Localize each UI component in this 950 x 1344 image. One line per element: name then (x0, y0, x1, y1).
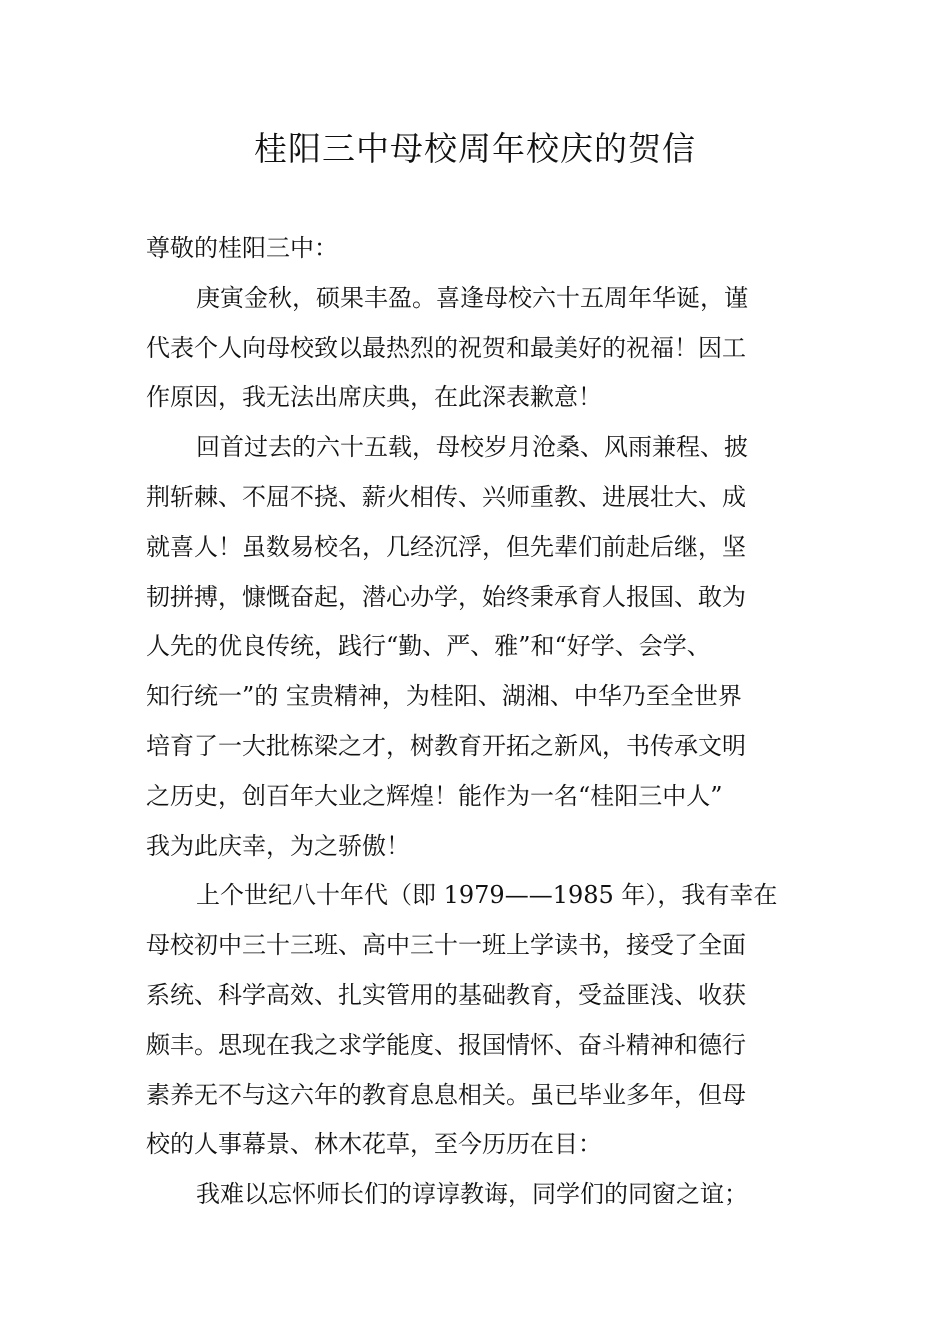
text-line: 尊敬的桂阳三中： (146, 234, 338, 262)
text-line: 我难以忘怀师长们的谆谆教诲，同学们的同窗之谊； (196, 1180, 748, 1209)
text-line: 培育了一大批栋梁之才，树教育开拓之新风，书传承文明 (146, 731, 746, 760)
text-line: 作原因，我无法出席庆典，在此深表歉意！ (146, 383, 602, 412)
text-line: 回首过去的六十五载，母校岁月沧桑、风雨兼程、披 (196, 433, 748, 462)
document-title: 桂阳三中母校周年校庆的贺信 (254, 129, 696, 168)
text-line: 知行统一”的 宝贵精神，为桂阳、湖湘、中华乃至全世界 (146, 682, 742, 711)
text-line: 系统、科学高效、扎实管用的基础教育，受益匪浅、收获 (146, 980, 746, 1009)
text-line: 庚寅金秋，硕果丰盈。喜逢母校六十五周年华诞，谨 (196, 283, 748, 312)
text-line: 颇丰。思现在我之求学能度、报国情怀、奋斗精神和德行 (146, 1030, 746, 1059)
document-body (146, 224, 811, 1220)
text-line: 素养无不与这六年的教育息息相关。虽已毕业多年，但母 (146, 1080, 746, 1109)
text-line: 人先的优良传统，践行“勤、严、雅”和“好学、会学、 (146, 632, 711, 661)
text-line: 校的人事幕景、林木花草，至今历历在目： (146, 1130, 602, 1159)
text-line: 之历史，创百年大业之辉煌！能作为一名“桂阳三中人” (146, 781, 723, 810)
text-line: 韧拼搏，慷慨奋起，潜心办学，始终秉承育人报国、敢为 (146, 582, 746, 611)
text-line: 上个世纪八十年代（即 1979——1985 年），我有幸在 (196, 881, 778, 910)
text-line: 就喜人！虽数易校名，几经沉浮，但先辈们前赴后继，坚 (146, 532, 746, 561)
text-line: 母校初中三十三班、高中三十一班上学读书，接受了全面 (146, 931, 746, 960)
text-line: 我为此庆幸，为之骄傲！ (146, 831, 410, 860)
text-line: 荆斩棘、不屈不挠、薪火相传、兴师重教、进展壮大、成 (146, 482, 746, 511)
text-line: 代表个人向母校致以最热烈的祝贺和最美好的祝福！因工 (146, 333, 746, 362)
